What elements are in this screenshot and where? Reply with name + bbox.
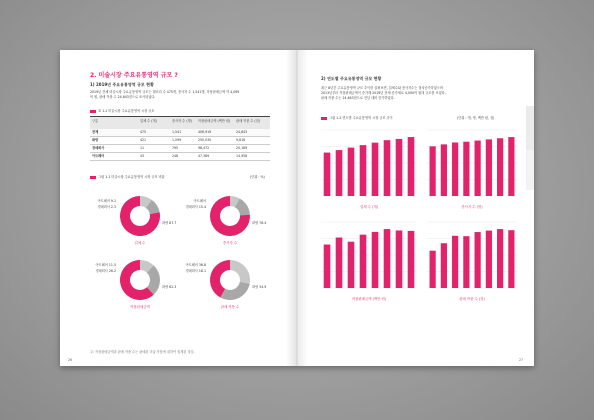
bar-chart-title: 작품판매금액 (백만 원) (351, 297, 387, 301)
bar (430, 146, 436, 196)
bar (408, 231, 415, 288)
table-cell: 406,919 (198, 130, 212, 134)
table-cell: 1,541 (172, 130, 182, 134)
bar (441, 144, 447, 196)
bar (348, 242, 355, 288)
table-row (90, 137, 270, 145)
table-row (90, 129, 270, 137)
table-cell: 47,389 (198, 154, 210, 158)
bar (360, 145, 367, 196)
right-chart-caption: 그림 1-2 연도별 주요유통영역 시장 규모 추이 (321, 116, 393, 120)
donut-label: 경매회사 26.2 (95, 269, 116, 273)
bar (384, 229, 391, 288)
table-caption: 표 1-1 미술시장 주요유통영역 시장 규모 (90, 109, 154, 113)
bar (486, 139, 492, 196)
table-cell: 전체 (92, 130, 99, 134)
bar-chart-title: 업체 수 (개) (360, 205, 378, 209)
right-chart-unit: (단위 : 개, 명, 백만 원, 점) (457, 116, 495, 120)
table-row (90, 145, 270, 153)
table-header-row (90, 116, 270, 129)
bar (497, 138, 503, 196)
donut-caption: 판매 작품 수 (220, 305, 240, 309)
bar (324, 245, 331, 288)
bar (336, 150, 343, 196)
donut-label: 화랑 34.9 (252, 285, 267, 289)
table-cell: 9,816 (236, 138, 246, 142)
table-cell: 1,099 (172, 138, 182, 142)
donut-label: 아트페어 11.5 (95, 263, 116, 267)
right-heading: 2) 연도별 주요유통영역 규모 현황 (321, 76, 382, 81)
right-paragraph-3: 판매 작품 수는 24,643점으로 전년 대비 증가하였다. (321, 96, 395, 100)
side-tab (526, 106, 534, 150)
bar (396, 230, 403, 288)
bar (463, 142, 469, 196)
donut-slice (230, 260, 250, 284)
chart-caption: 그림 1-1 미술시장 주요유통영역 시장 규모 비율 (90, 175, 165, 179)
left-paragraph-2: 억 원, 판매 작품 수 24,643점으로 조사되었다. (90, 95, 156, 99)
donut-label: 경매회사 15.4 (185, 205, 206, 209)
table-cell: 11 (140, 146, 145, 150)
bar-chart-title: 종사자 수 (명) (461, 205, 483, 209)
bar (508, 137, 514, 196)
footnote: 주: 작품판매금액과 판매 작품 수는 판매된 미술 작품에 대하여 집계된 것임. (90, 350, 195, 354)
table-header: 구분 (92, 119, 99, 123)
side-tab (526, 150, 534, 190)
bar (497, 229, 503, 288)
table-cell: 화랑 (92, 138, 99, 142)
donut-label: 아트페어 36.8 (185, 263, 206, 267)
donut-label: 아트페어 9.1 (97, 199, 116, 203)
bar (452, 236, 458, 288)
page-number-left: 26 (68, 358, 73, 362)
bar (486, 231, 492, 288)
table-header: 판매 작품 수 (점) (236, 119, 261, 123)
donut-caption: 종사자 수 (222, 241, 238, 245)
right-page (297, 50, 534, 366)
table-header: 작품판매금액 (백만 원) (198, 119, 231, 123)
bar (475, 232, 481, 288)
bar (508, 230, 514, 288)
bar (384, 140, 391, 196)
bar-charts (297, 122, 534, 322)
bar (336, 237, 343, 288)
bar (324, 153, 331, 196)
donut-label: 화랑 62.3 (162, 285, 177, 289)
table-cell: 43 (140, 154, 145, 158)
table-cell: 98,472 (198, 146, 210, 150)
donut-label: 화랑 76.4 (252, 221, 267, 225)
bar (430, 251, 436, 288)
donut-label: 아트페어 (193, 199, 206, 203)
donut-caption: 업체 수 (134, 241, 146, 245)
left-paragraph-1: 2019년 전체 미술시장 주요유통영역 규모는 갤러리 수 475개, 총사자 수 1,541명, 작품판매금액 약 4,069 (90, 90, 240, 94)
data-table (90, 116, 270, 161)
donut-charts (60, 180, 297, 340)
table-cell: 14,958 (236, 154, 248, 158)
bar (408, 137, 415, 196)
table-header: 종사자 수 (명) (172, 119, 192, 123)
bar (348, 148, 355, 196)
donut-label: 경매회사 2.3 (97, 205, 116, 209)
bar-chart-title: 판매 작품 수 (점) (459, 297, 485, 301)
book-spread (60, 50, 534, 366)
bar (475, 141, 481, 196)
donut-caption: 작품판매금액 (130, 305, 150, 309)
table-cell: 795 (172, 146, 179, 150)
left-page (60, 50, 297, 366)
page-number-right: 27 (519, 358, 524, 362)
table-cell: 248 (172, 154, 179, 158)
left-subheading: 1) 2019년 주요유통영역 규모 현황 (90, 82, 154, 87)
bar (396, 139, 403, 196)
table-cell: 경매회사 (92, 146, 105, 150)
donut-label: 화랑 87.7 (162, 221, 177, 225)
donut-label: 경매회사 18.1 (185, 269, 206, 273)
bar (360, 235, 367, 288)
donut-slice (220, 282, 249, 300)
table-cell: 아트페어 (92, 154, 105, 158)
table-cell: 20,189 (236, 146, 248, 150)
right-paragraph-2: 2013년부터 작품판매금액이 증가해 2019년 전체 증가세로 4,000억 원대 규모를 보였다. (321, 91, 446, 95)
bar (372, 232, 379, 288)
table-row (90, 153, 270, 161)
bar (372, 143, 379, 196)
right-paragraph-1: 최근 8년간 주요유통영역 규모 추이를 살펴보면, 업체수와 종사자수는 점차증가하였으며 (321, 86, 443, 90)
table-cell: 421 (140, 138, 147, 142)
bar (441, 243, 447, 288)
table-cell: 250,030 (198, 138, 212, 142)
bar (463, 236, 469, 288)
table-cell: 24,643 (236, 130, 248, 134)
bar (452, 142, 458, 196)
left-heading: 2. 미술시장 주요유통영역 규모 ? (90, 72, 178, 79)
chart-unit: (단위 : %) (250, 175, 265, 179)
table-cell: 475 (140, 130, 147, 134)
table-header: 업체 수 (개) (140, 119, 157, 123)
